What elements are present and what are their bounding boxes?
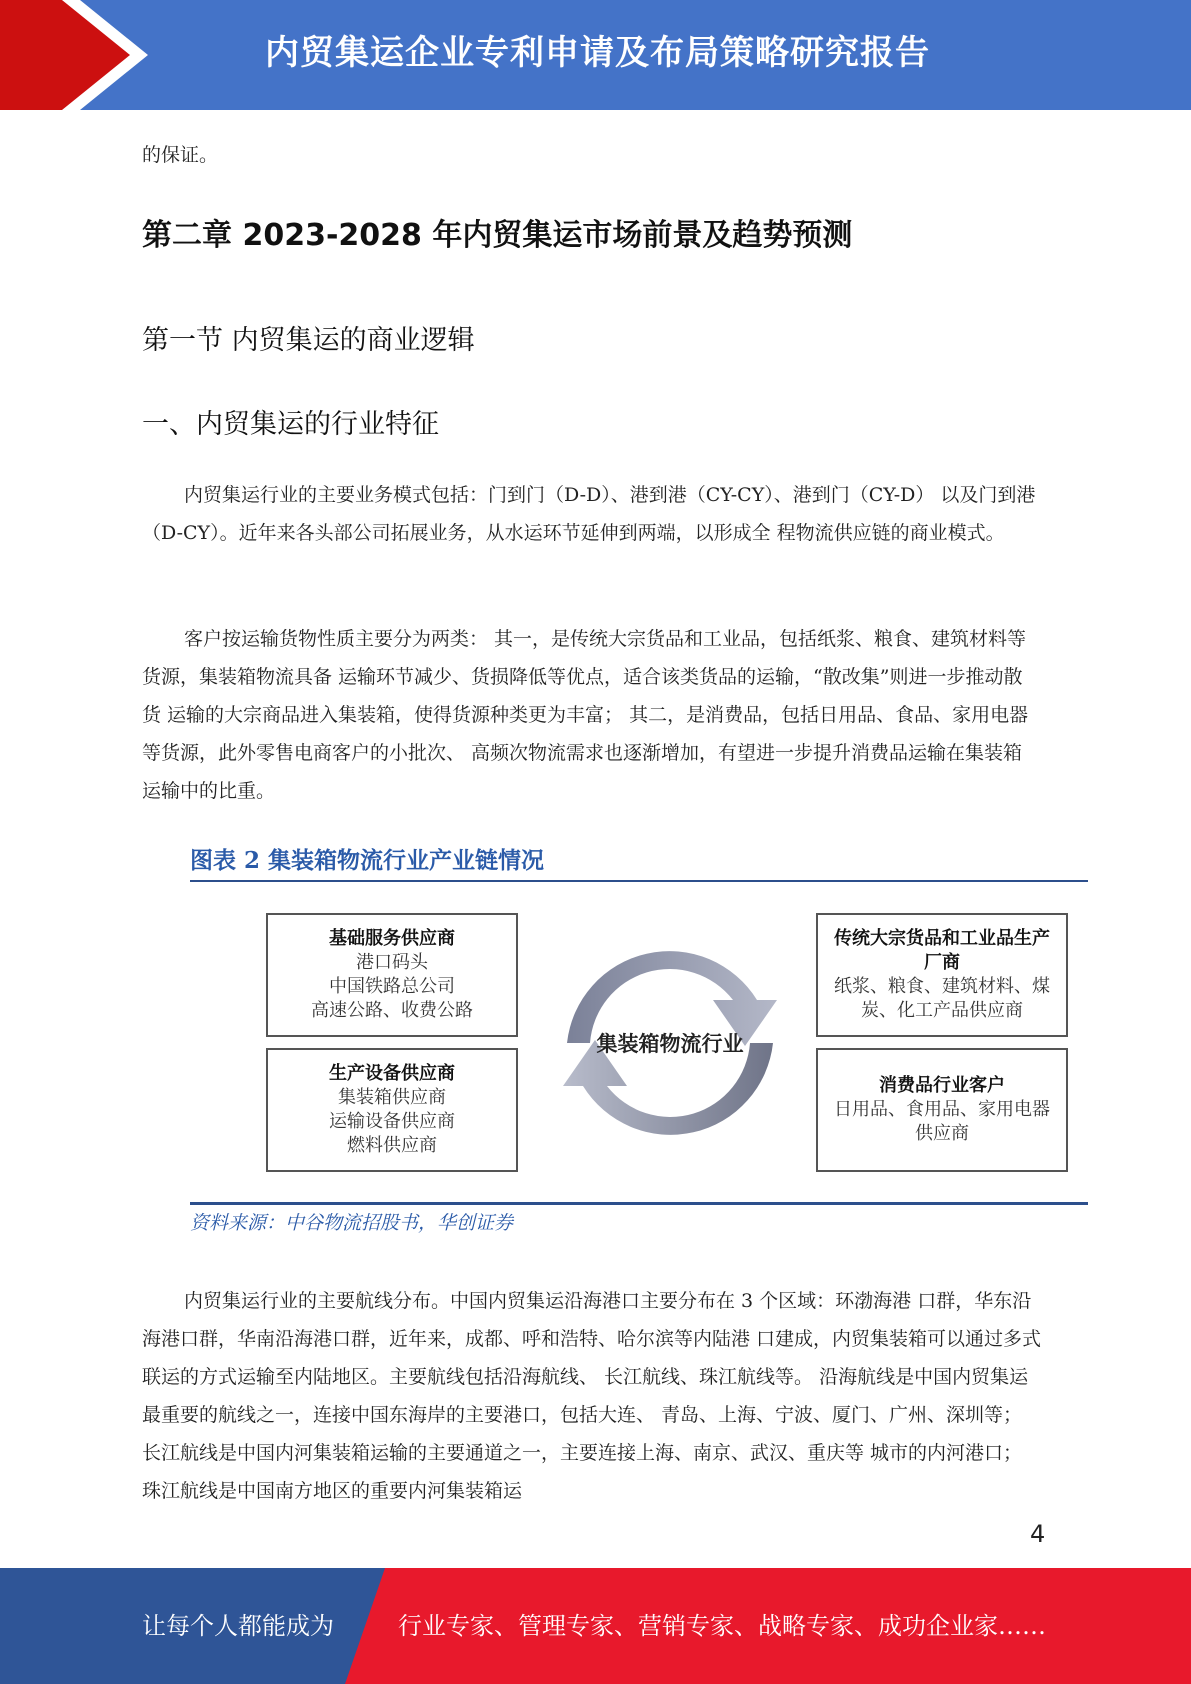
box-line: 运输设备供应商 (329, 1111, 455, 1132)
figure-top-rule (190, 880, 1088, 882)
figure-bottom-rule (190, 1202, 1088, 1205)
lead-text: 的保证。 (142, 144, 219, 166)
box-line: 集装箱供应商 (338, 1087, 446, 1108)
box-line: 燃料供应商 (347, 1135, 437, 1156)
footer-slogan-left: 让每个人都能成为 (142, 1612, 334, 1640)
page-number: 4 (1030, 1520, 1046, 1548)
header-arrow-shape (0, 0, 300, 110)
box-production-equipment-suppliers (266, 1048, 518, 1172)
box-title: 传统大宗货品和工业品生产厂商 (834, 928, 1050, 973)
box-title: 基础服务供应商 (329, 928, 455, 949)
box-consumer-goods-customers (816, 1048, 1068, 1172)
paragraph-3 (142, 1282, 1047, 1510)
cycle-center-label: 集装箱物流行业 (596, 1031, 744, 1056)
chapter-title: 第二章 2023-2028 年内贸集运市场前景及趋势预测 (142, 218, 853, 253)
box-line: 日用品、食用品、家用电器供应商 (834, 1099, 1050, 1144)
box-basic-service-suppliers (266, 913, 518, 1037)
lead-text-block (142, 136, 1042, 174)
footer-banner (0, 1568, 1191, 1684)
box-title: 消费品行业客户 (879, 1075, 1005, 1096)
footer-slogan-right: 行业专家、管理专家、营销专家、战略专家、成功企业家…… (398, 1612, 1046, 1640)
box-line: 纸浆、粮食、建筑材料、煤炭、化工产品供应商 (834, 976, 1050, 1021)
header-title: 内贸集运企业专利申请及布局策略研究报告 (265, 33, 930, 73)
section-title: 第一节 内贸集运的商业逻辑 (142, 325, 475, 356)
subsection-title: 一、内贸集运的行业特征 (142, 409, 439, 440)
box-title: 生产设备供应商 (329, 1063, 455, 1084)
box-line: 高速公路、收费公路 (311, 1000, 473, 1021)
paragraph-1 (142, 476, 1040, 552)
paragraph-text: 内贸集运行业的主要航线分布。中国内贸集运沿海港口主要分布在 3 个区域：环渤海港 口群，华东沿海港口群，华南沿海港口群，近年来，成都、呼和浩特、哈尔滨等内陆港 口建成，内贸集装箱可以通过多式联运的方式运输至内陆地区。主要航线包括沿海航线、 长江航线、珠江航线等。 沿海航线是中国内贸集运最重要的航线之一，连接中国东海岸的主要港口，包括大连、 青岛、上海、宁波、厦门、广州、深圳等； 长江航线是中国内河集装箱运输的主要通道之一，主要连接上海、南京、武汉、重庆等 城市的内河港口； 珠江航线是中国南方地区的重要内河集装箱运 (142, 1290, 1042, 1502)
paragraph-2 (142, 620, 1040, 810)
box-line: 中国铁路总公司 (329, 976, 455, 997)
paragraph-text: 内贸集运行业的主要业务模式包括：门到门（D-D）、港到港（CY-CY）、港到门（CY-D） 以及门到港（D-CY）。近年来各头部公司拓展业务，从水运环节延伸到两端，以形成全 程物流供应链的商业模式。 (142, 484, 1036, 544)
figure-title: 图表 2 集装箱物流行业产业链情况 (190, 847, 545, 874)
box-line: 港口码头 (356, 952, 428, 973)
box-bulk-goods-manufacturers (816, 913, 1068, 1037)
figure-source: 资料来源：中谷物流招股书，华创证券 (190, 1212, 514, 1234)
header-banner (0, 0, 1191, 110)
paragraph-text: 客户按运输货物性质主要分为两类： 其一，是传统大宗货品和工业品，包括纸浆、粮食、建筑材料等货源，集装箱物流具备 运输环节减少、货损降低等优点，适合该类货品的运输，“散改集”则进一步推动散货 运输的大宗商品进入集装箱，使得货源种类更为丰富； 其二，是消费品，包括日用品、食品、家用电器等货源，此外零售电商客户的小批次、 高频次物流需求也逐渐增加，有望进一步提升消费品运输在集装箱运输中的比重。 (142, 628, 1029, 802)
